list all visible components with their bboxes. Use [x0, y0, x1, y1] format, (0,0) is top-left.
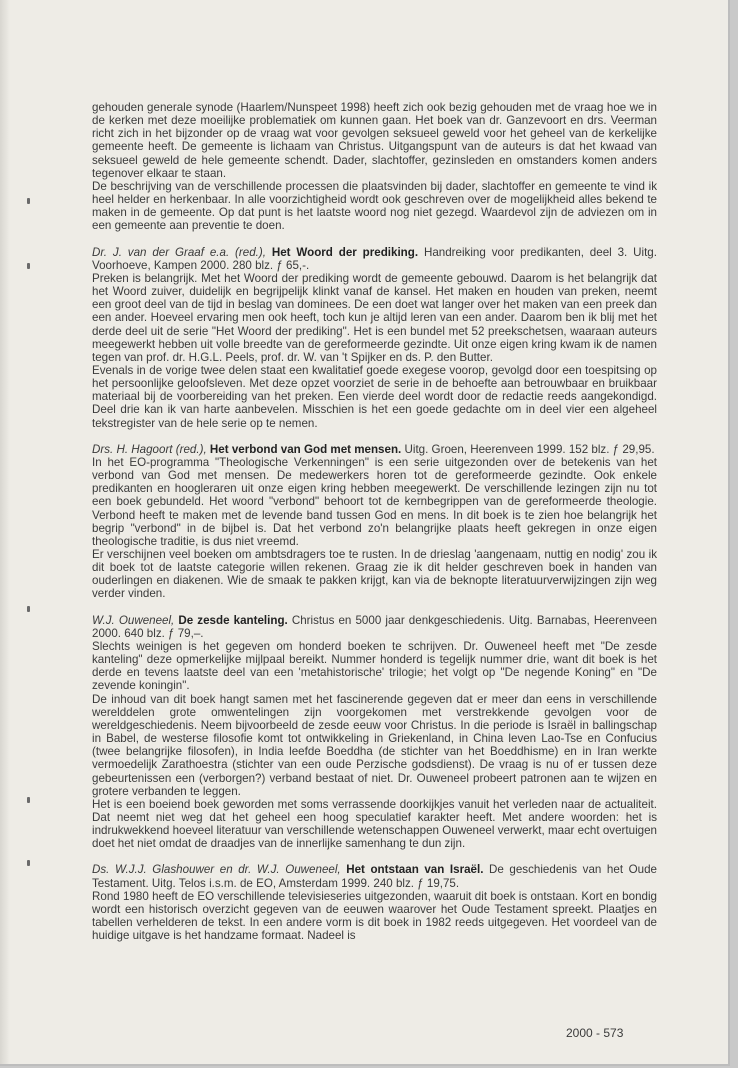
- review-publication: De geschiedenis van het Oude Testament. Uitg. Telos i.s.m. de EO, Amsterdam 1999. 240 blz. ƒ 19,75.: [92, 863, 657, 890]
- review-publication: Christus en 5000 jaar denkgeschiedenis. Uitg. Barnabas, Heerenveen 2000. 640 blz. ƒ 79,–.: [92, 613, 657, 640]
- intro-section: [92, 101, 657, 233]
- book-review-zesde-kanteling: [92, 614, 657, 851]
- review-title: Het Woord der prediking.: [271, 245, 419, 259]
- review-author: W.J. Ouweneel,: [92, 613, 175, 627]
- page-spine-shadow: [0, 0, 10, 1064]
- margin-mark: [27, 606, 30, 612]
- review-paragraph: Preken is belangrijk. Met het Woord der prediking wordt de gemeente gebouwd. Daarom is het belangrijk dat het Woord zuiver, duidelijk en begrijpelijk klinkt vanaf de kansel. Het maken en houden van preken, neemt een groot deel van de tijd in beslag van dominees. De een doet wat langer over het maken van een preek dan een ander. Hoeveel ervaring men ook heeft, toch kun je altijd leren van een ander. Daarom ben ik blij met het derde deel uit de serie "Het Woord der prediking". Het is een bundel met 52 preekschetsen, waaraan auteurs meegewerkt hebben uit volle breedte van de gereformeerde gezindte. Uit onze eigen kring kwam ik de namen tegen van prof. dr. H.G.L. Peels, prof. dr. W. van 't Spijker en ds. P. den Butter.: [92, 271, 657, 364]
- review-title: De zesde kanteling.: [178, 613, 288, 627]
- margin-mark: [27, 797, 30, 803]
- review-paragraph: De inhoud van dit boek hangt samen met het fascinerende gegeven dat er meer dan eens in verschillende werelddelen grote omwentelingen zijn voorgekomen met verstrekkende gevolgen voor de wereldgeschiedenis. Neem bijvoorbeeld de zesde eeuw voor Christus. In die periode is Israël in ballingschap in Babel, de westerse filosofie komt tot ontwikkeling in Griekenland, in China leven Lao-Tse en Confucius (twee belangrijke filosofen), in India leefde Boeddha (de stichter van het Boeddhisme) en in Iran werkte vermoedelijk Zarathoestra (stichter van een oude Perzische godsdienst). De vraag is nu of er tussen deze gebeurtenissen een (verborgen?) verband bestaat of niet. Dr. Ouweneel probeert patronen aan te wijzen en grotere verbanden te leggen.: [92, 692, 657, 798]
- review-paragraph: Het is een boeiend boek geworden met soms verrassende doorkijkjes vanuit het verleden naar de actualiteit. Dat neemt niet weg dat het geheel een hoog speculatief karakter heeft. Met andere woorden: het is indrukwekkend hoeveel literatuur van verschillende wetenschappen Ouweneel verwerkt, maar echt overtuigen doet het niet omdat de draadjes van de innerlijke samenhang te dun zijn.: [92, 797, 657, 851]
- review-header: [92, 246, 657, 272]
- review-title: Het verbond van God met mensen.: [209, 442, 402, 456]
- margin-mark: [27, 263, 30, 269]
- review-author: Ds. W.J.J. Glashouwer en dr. W.J. Ouweneel,: [92, 863, 341, 877]
- review-paragraph: Rond 1980 heeft de EO verschillende televisieseries uitgezonden, waaruit dit boek is ontstaan. Kort en bondig wordt een historisch overzicht gegeven van de eeuwen waarover het Oude Testament spreekt. Plaatjes en tabellen verhelderen de tekst. In een andere vorm is dit boek in 1982 reeds uitgegeven. Het voordeel van de huidige uitgave is het handzame formaat. Nadeel is: [92, 889, 657, 943]
- intro-paragraph: De beschrijving van de verschillende processen die plaatsvinden bij dader, slachtoffer en gemeente te vind ik heel helder en herkenbaar. In alle voorzichtigheid wordt ook geschreven over de mogelijkheid alles bekend te maken in de gemeente. Op dat punt is het laatste woord nog niet gezegd. Waardevol zijn de adviezen om in een gemeente aan preventie te doen.: [92, 179, 657, 233]
- review-paragraph: Slechts weinigen is het gegeven om honderd boeken te schrijven. Dr. Ouweneel heeft met "De zesde kanteling" deze opmerkelijke mijlpaal bereikt. Nummer honderd is tegelijk nummer drie, want dit boek is het derde en tevens laatste deel van een 'metahistorische' trilogie; het volgt op "De negende Koning" en "De zevende koningin".: [92, 639, 657, 693]
- book-review-woord-der-prediking: [92, 246, 657, 430]
- book-review-verbond: [92, 443, 657, 601]
- review-paragraph: Evenals in de vorige twee delen staat een kwalitatief goede exegese voorop, gevolgd door een toespitsing op het persoonlijke geloofsleven. Met deze opzet voorziet de serie in de behoefte aan betrouwbaar en bruikbaar materiaal bij de voorbereiding van het preken. Een vierde deel wordt door de redactie reeds aangekondigd. Deel drie kan ik van harte aanbevelen. Misschien is het een goede gedachte om in deel vier een algeheel tekstregister van de hele serie op te nemen.: [92, 363, 657, 430]
- review-publication: Uitg. Groen, Heerenveen 1999. 152 blz. ƒ 29,95.: [404, 442, 655, 456]
- review-header: [92, 443, 657, 456]
- review-header: [92, 614, 657, 640]
- intro-paragraph: gehouden generale synode (Haarlem/Nunspeet 1998) heeft zich ook bezig gehouden met de vraag hoe we in de kerken met deze moeilijke problematiek om kunnen gaan. Het boek van dr. Ganzevoort en drs. Veerman richt zich in het bijzonder op de vraag wat voor gevolgen seksueel geweld voor het geheel van de kerkelijke gemeente heeft. De gemeente is lichaam van Christus. Uitgangspunt van de auteurs is dat het kwaad van seksueel geweld de hele gemeente schendt. Dader, slachtoffer, gezinsleden en omstanders komen anders tegenover elkaar te staan.: [92, 101, 657, 180]
- review-title: Het ontstaan van Israël.: [346, 863, 484, 877]
- page-number: 2000 - 573: [566, 1026, 624, 1040]
- review-author: Drs. H. Hagoort (red.),: [92, 442, 207, 456]
- margin-mark: [27, 860, 30, 866]
- review-header: [92, 863, 657, 889]
- review-paragraph: In het EO-programma "Theologische Verkenningen" is een serie uitgezonden over de betekenis van het verbond van God met mensen. De medewerkers horen tot de gereformeerde gezindte. Ook enkele predikanten en hoogleraren uit onze eigen kring hebben meegewerkt. De verschillende lezingen zijn nu tot een boek gebundeld. Het woord "verbond" behoort tot de kernbegrippen van de gereformeerde theologie. Verbond heeft te maken met de levende band tussen God en mens. In dit boek is te zien hoe belangrijk het begrip "verbond" in de bijbel is. Dat het verbond zo'n belangrijke plaats heeft gekregen in onze eigen theologische traditie, is dus niet vreemd.: [92, 455, 657, 548]
- article-body: [92, 101, 657, 942]
- book-review-ontstaan-israel: [92, 863, 657, 942]
- review-publication: Handreiking voor predikanten, deel 3. Uitg. Voorhoeve, Kampen 2000. 280 blz. ƒ 65,-.: [92, 245, 657, 272]
- review-author: Dr. J. van der Graaf e.a. (red.),: [92, 245, 266, 259]
- review-paragraph: Er verschijnen veel boeken om ambtsdragers toe te rusten. In de drieslag 'aangenaam, nuttig en nodig' zou ik dit boek tot de laatste categorie willen rekenen. Graag zie ik dit helder geschreven boek in handen van ouderlingen en diakenen. Wie de smaak te pakken krijgt, kan via de beknopte literatuurverwijzingen zijn weg verder vinden.: [92, 548, 657, 601]
- margin-mark: [27, 198, 30, 204]
